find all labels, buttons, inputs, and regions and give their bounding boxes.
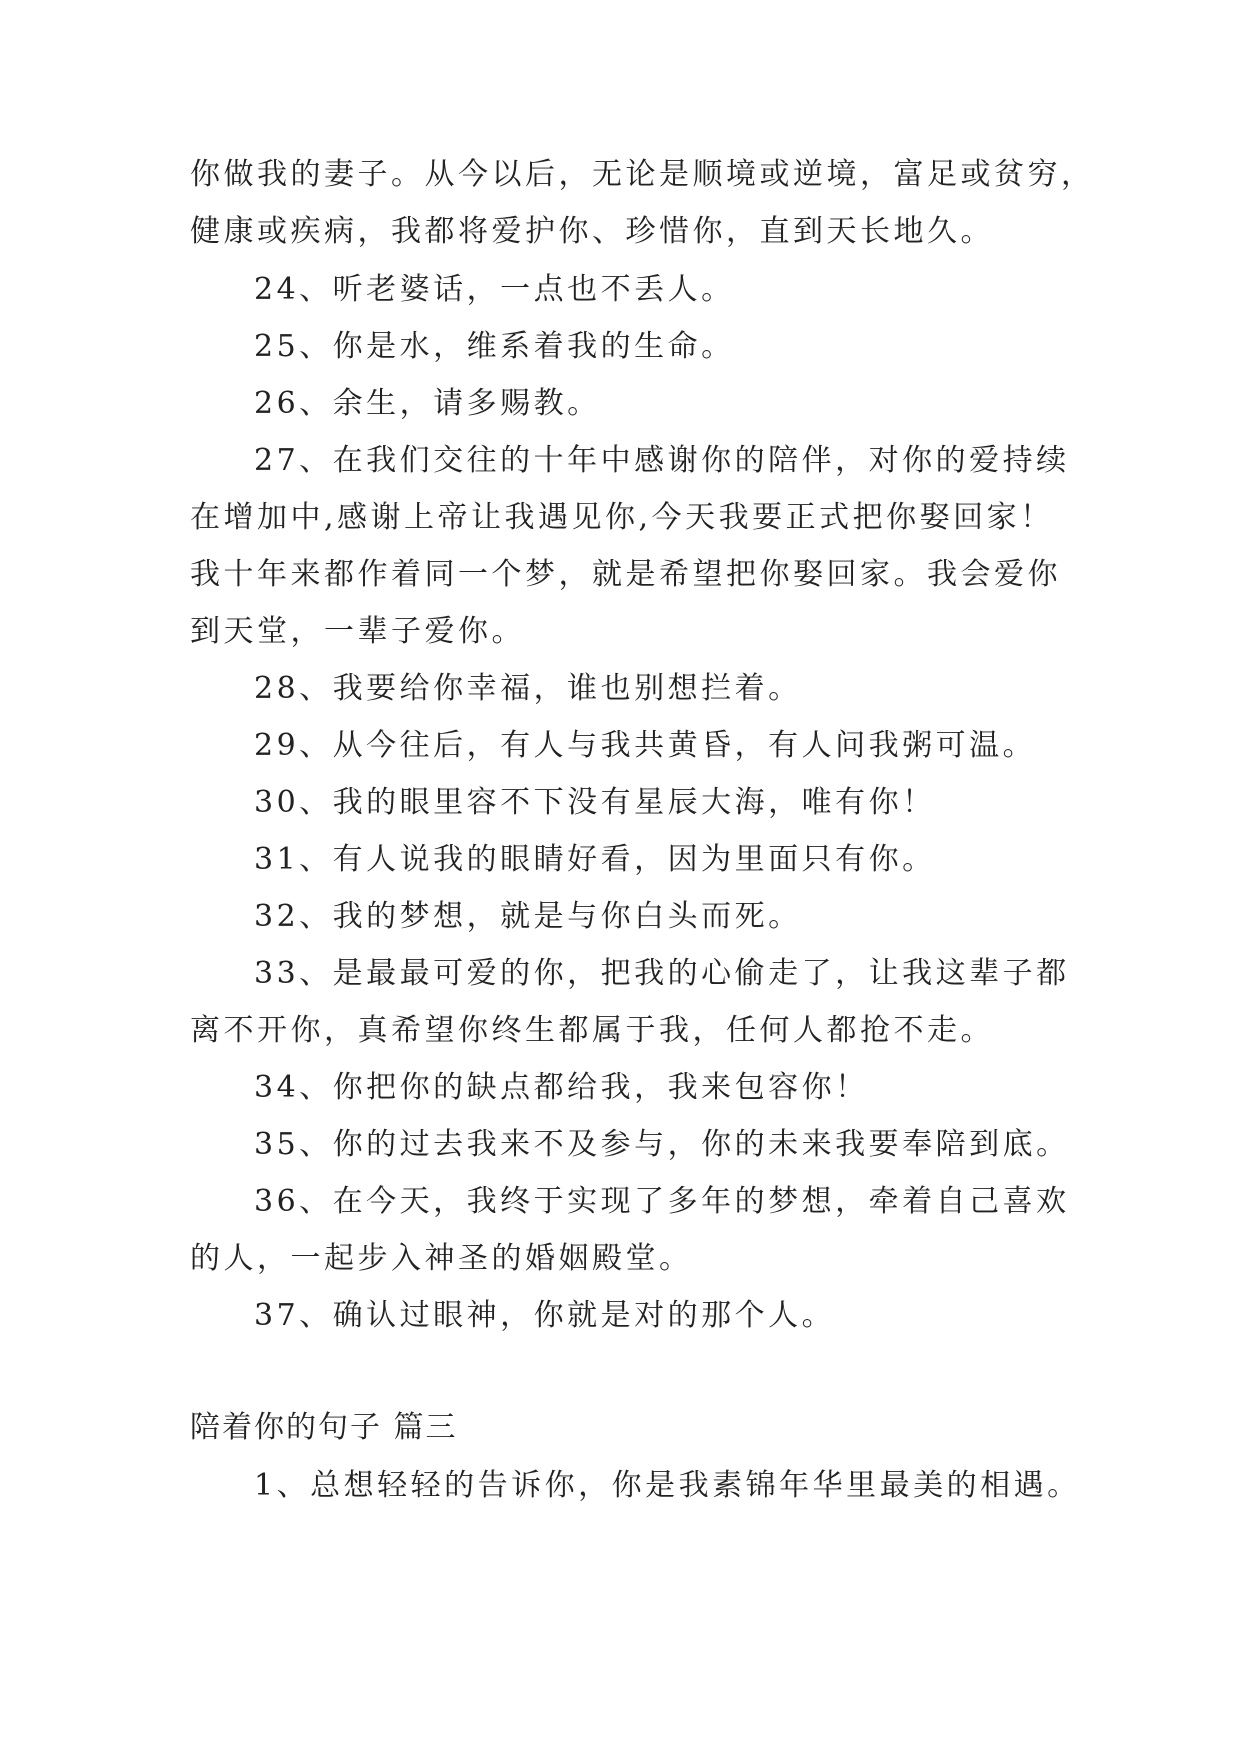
list-item-29: 29、从今往后，有人与我共黄昏，有人问我粥可温。	[254, 728, 1037, 763]
list-item-30: 30、我的眼里容不下没有星辰大海，唯有你！	[254, 785, 936, 820]
list-item-37: 37、确认过眼神，你就是对的那个人。	[254, 1298, 836, 1333]
text-line: 健康或疾病，我都将爱护你、珍惜你，直到天长地久。	[190, 214, 994, 249]
text-line: 你做我的妻子。从今以后，无论是顺境或逆境，富足或贫穷，	[190, 157, 1095, 192]
list-item-36: 36、在今天，我终于实现了多年的梦想，牵着自己喜欢	[254, 1184, 1070, 1219]
list-item-25: 25、你是水，维系着我的生命。	[254, 329, 735, 364]
list-item-27: 27、在我们交往的十年中感谢你的陪伴，对你的爱持续	[254, 443, 1070, 478]
list-item-32: 32、我的梦想，就是与你白头而死。	[254, 899, 802, 934]
text-line: 在增加中,感谢上帝让我遇见你,今天我要正式把你娶回家！	[190, 500, 1054, 535]
section-heading: 陪着你的句子 篇三	[190, 1410, 458, 1445]
list-item-33: 33、是最最可爱的你，把我的心偷走了，让我这辈子都	[254, 956, 1070, 991]
text-line: 离不开你，真希望你终生都属于我，任何人都抢不走。	[190, 1013, 994, 1048]
list-item-35: 35、你的过去我来不及参与，你的未来我要奉陪到底。	[254, 1127, 1070, 1162]
text-line: 到天堂，一辈子爱你。	[190, 614, 525, 649]
list-item-1: 1、总想轻轻的告诉你，你是我素锦年华里最美的相遇。	[254, 1468, 1081, 1503]
list-item-31: 31、有人说我的眼睛好看，因为里面只有你。	[254, 842, 936, 877]
list-item-34: 34、你把你的缺点都给我，我来包容你！	[254, 1070, 869, 1105]
list-item-24: 24、听老婆话，一点也不丢人。	[254, 272, 735, 307]
list-item-26: 26、余生，请多赐教。	[254, 386, 601, 421]
text-line: 的人，一起步入神圣的婚姻殿堂。	[190, 1241, 693, 1276]
list-item-28: 28、我要给你幸福，谁也别想拦着。	[254, 671, 802, 706]
text-line: 我十年来都作着同一个梦，就是希望把你娶回家。我会爱你	[190, 557, 1061, 592]
